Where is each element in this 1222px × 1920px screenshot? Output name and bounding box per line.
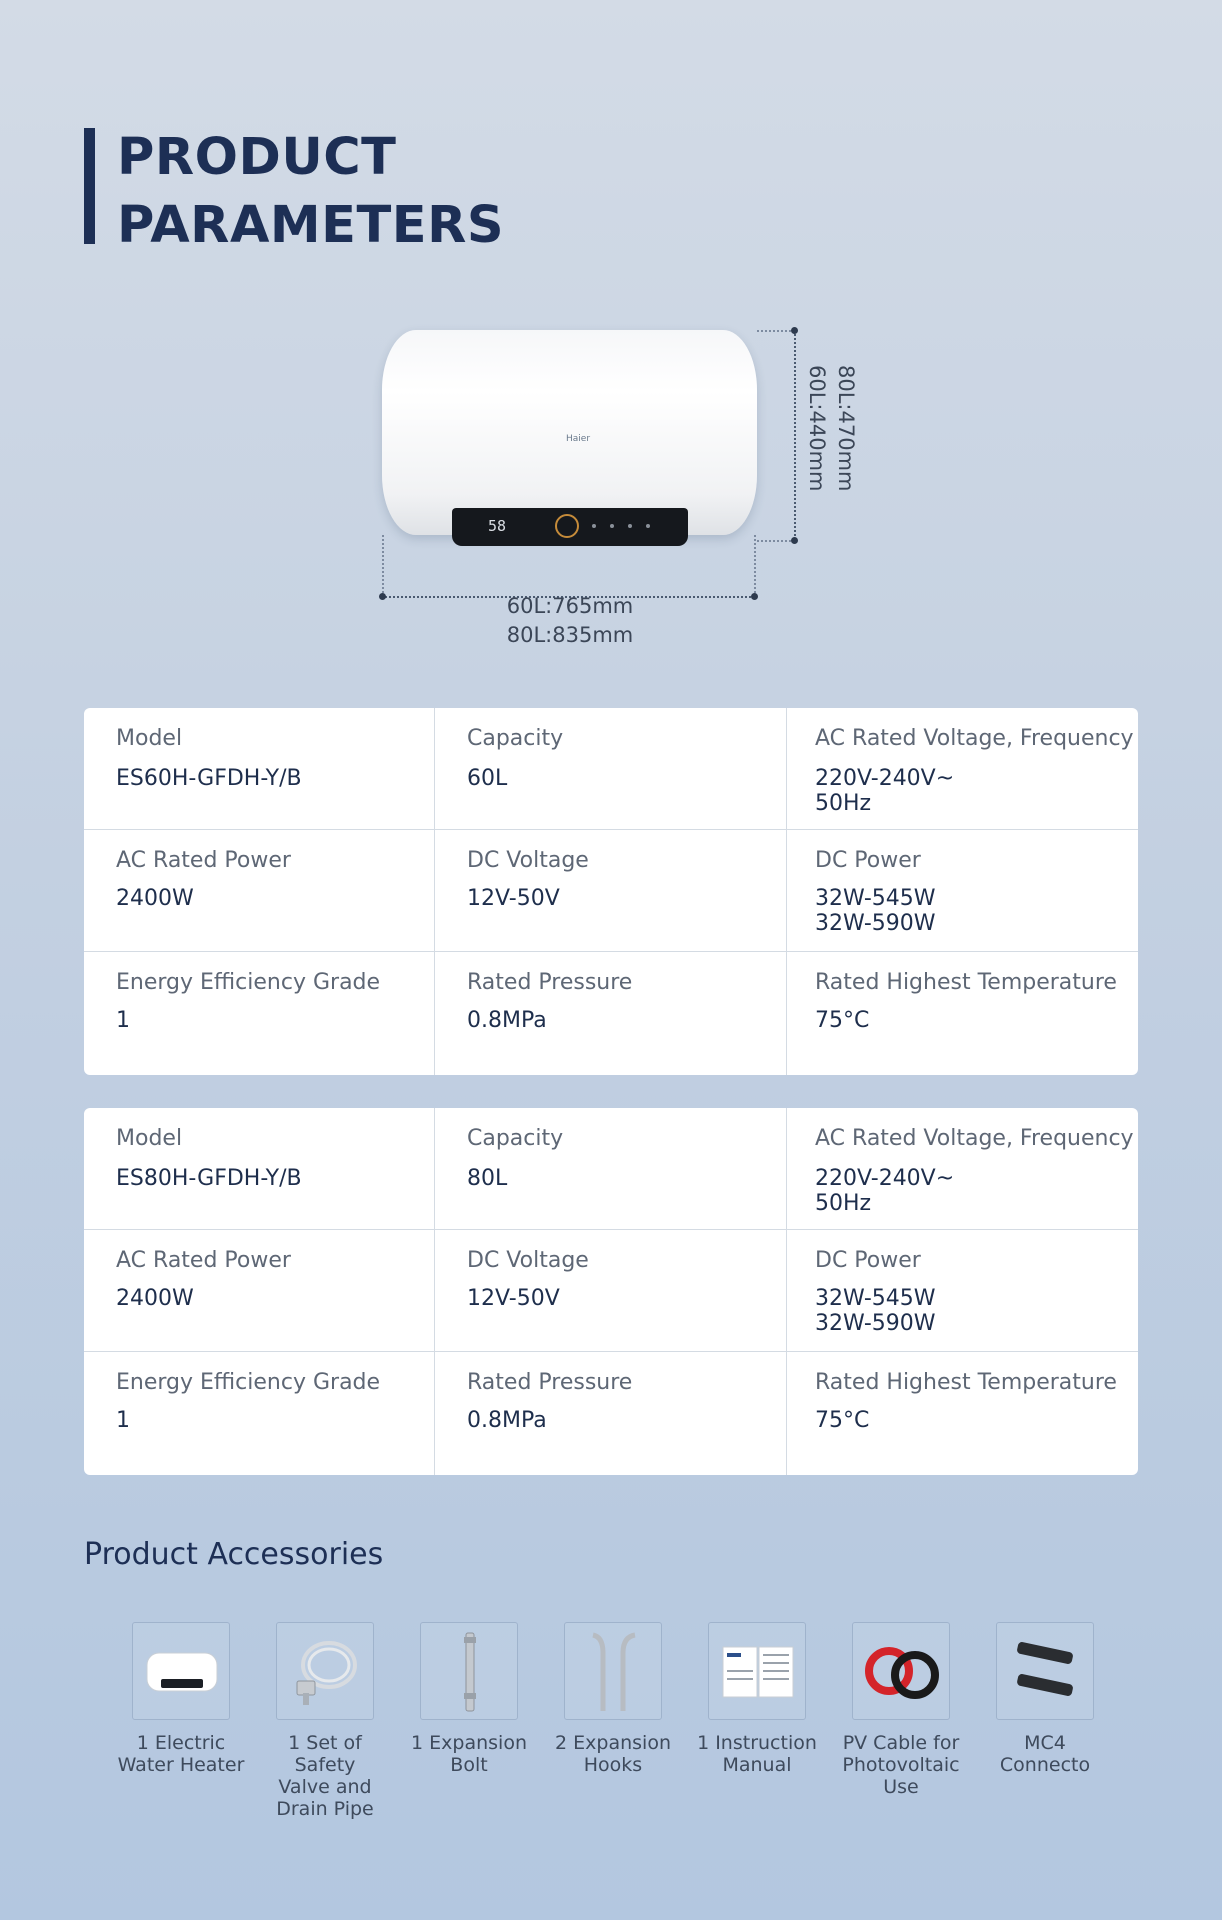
height-60l-label: 60L:440mm <box>805 365 829 492</box>
spec-label: DC Power <box>815 1248 921 1273</box>
spec-label: DC Voltage <box>467 848 589 873</box>
spec-cell <box>435 830 787 951</box>
spec-value: 1 <box>116 1408 130 1433</box>
spec-cell <box>84 952 435 1075</box>
spec-label: Model <box>116 726 183 751</box>
spec-label: DC Power <box>815 848 921 873</box>
accessory-label: PV Cable for Photovoltaic Use <box>842 1732 960 1798</box>
dimension-extension-line <box>754 535 756 597</box>
dimension-endpoint-icon <box>379 593 386 600</box>
accessories-title: Product Accessories <box>84 1537 384 1572</box>
spec-label: Capacity <box>467 726 564 751</box>
dimension-extension-line <box>757 540 795 542</box>
accessory-label: 1 Electric Water Heater <box>117 1732 245 1776</box>
water-heater-icon <box>132 1622 230 1720</box>
spec-cell <box>787 1352 1138 1475</box>
spec-cell <box>435 1230 787 1351</box>
spec-value: 32W-545W 32W-590W <box>815 886 936 936</box>
spec-cell <box>84 1352 435 1475</box>
page-title-line2: PARAMETERS <box>117 196 505 255</box>
spec-value: 2400W <box>116 1286 194 1311</box>
accessory-label: MC4 Connecto <box>999 1732 1091 1776</box>
spec-value: 80L <box>467 1166 508 1191</box>
table-row <box>84 708 1138 830</box>
spec-value: 1 <box>116 1008 130 1033</box>
expansion-bolt-icon <box>420 1622 518 1720</box>
spec-label: Energy Efficiency Grade <box>116 970 381 995</box>
page-title <box>117 124 504 260</box>
spec-label: DC Voltage <box>467 1248 589 1273</box>
brand-logo: Haier <box>566 434 591 444</box>
spec-value: 75°C <box>815 1008 870 1033</box>
accessory-label: 1 Instruction Manual <box>697 1732 817 1776</box>
spec-cell <box>787 1230 1138 1351</box>
spec-label: Rated Pressure <box>467 1370 633 1395</box>
spec-cell <box>84 1108 435 1229</box>
title-accent-bar <box>84 128 95 244</box>
spec-value: 0.8MPa <box>467 1008 547 1033</box>
accessories-list <box>112 1622 1162 1822</box>
height-dimension-line <box>794 330 796 540</box>
spec-cell <box>787 708 1138 829</box>
page-title-line1: PRODUCT <box>117 128 397 187</box>
spec-cell <box>787 952 1138 1075</box>
spec-label: Capacity <box>467 1126 564 1151</box>
accessory-label: 2 Expansion Hooks <box>555 1732 671 1776</box>
control-knob-icon <box>555 514 579 538</box>
spec-table-60l <box>84 708 1138 1075</box>
pv-cable-icon <box>852 1622 950 1720</box>
panel-button-icon <box>610 524 614 528</box>
expansion-hooks-icon <box>564 1622 662 1720</box>
spec-label: Rated Pressure <box>467 970 633 995</box>
spec-cell <box>435 1108 787 1229</box>
spec-cell <box>84 1230 435 1351</box>
spec-value: 75°C <box>815 1408 870 1433</box>
spec-value: ES60H-GFDH-Y/B <box>116 766 302 791</box>
spec-value: 2400W <box>116 886 194 911</box>
spec-cell <box>84 708 435 829</box>
spec-label: AC Rated Power <box>116 1248 291 1273</box>
product-dimension-figure <box>370 320 870 660</box>
spec-cell <box>435 708 787 829</box>
spec-cell <box>787 830 1138 951</box>
spec-cell <box>435 952 787 1075</box>
spec-cell <box>435 1352 787 1475</box>
width-80l-label: 80L:835mm <box>506 623 634 647</box>
spec-value: ES80H-GFDH-Y/B <box>116 1166 302 1191</box>
dimension-extension-line <box>382 535 384 597</box>
dimension-endpoint-icon <box>791 327 798 334</box>
panel-button-icon <box>592 524 596 528</box>
height-80l-label: 80L:470mm <box>834 365 858 492</box>
spec-label: Rated Highest Temperature <box>815 1370 1117 1395</box>
spec-value: 220V-240V~ 50Hz <box>815 766 955 816</box>
water-heater-image <box>382 330 757 535</box>
temperature-display: 58 <box>488 517 507 535</box>
accessory-label: 1 Expansion Bolt <box>411 1732 527 1776</box>
spec-cell <box>84 830 435 951</box>
spec-value: 0.8MPa <box>467 1408 547 1433</box>
spec-value: 12V-50V <box>467 886 560 911</box>
spec-label: AC Rated Voltage, Frequency <box>815 1126 1134 1151</box>
panel-button-icon <box>646 524 650 528</box>
mc4-connector-icon <box>996 1622 1094 1720</box>
spec-label: Model <box>116 1126 183 1151</box>
spec-label: AC Rated Power <box>116 848 291 873</box>
spec-value: 12V-50V <box>467 1286 560 1311</box>
spec-value: 32W-545W 32W-590W <box>815 1286 936 1336</box>
dimension-endpoint-icon <box>791 537 798 544</box>
manual-icon <box>708 1622 806 1720</box>
control-panel <box>452 508 688 546</box>
width-dimension-labels <box>490 592 650 650</box>
panel-button-icon <box>628 524 632 528</box>
dimension-endpoint-icon <box>751 593 758 600</box>
safety-valve-icon <box>276 1622 374 1720</box>
table-row <box>84 1352 1138 1475</box>
spec-cell <box>787 1108 1138 1229</box>
spec-value: 60L <box>467 766 508 791</box>
table-row <box>84 1108 1138 1230</box>
width-60l-label: 60L:765mm <box>506 594 634 618</box>
dimension-extension-line <box>757 330 795 332</box>
spec-label: Rated Highest Temperature <box>815 970 1117 995</box>
spec-value: 220V-240V~ 50Hz <box>815 1166 955 1216</box>
spec-label: AC Rated Voltage, Frequency <box>815 726 1134 751</box>
table-row <box>84 830 1138 952</box>
spec-table-80l <box>84 1108 1138 1475</box>
accessory-label: 1 Set of Safety Valve and Drain Pipe <box>276 1732 374 1820</box>
table-row <box>84 1230 1138 1352</box>
spec-label: Energy Efficiency Grade <box>116 1370 381 1395</box>
table-row <box>84 952 1138 1075</box>
height-dimension-labels <box>802 365 860 492</box>
